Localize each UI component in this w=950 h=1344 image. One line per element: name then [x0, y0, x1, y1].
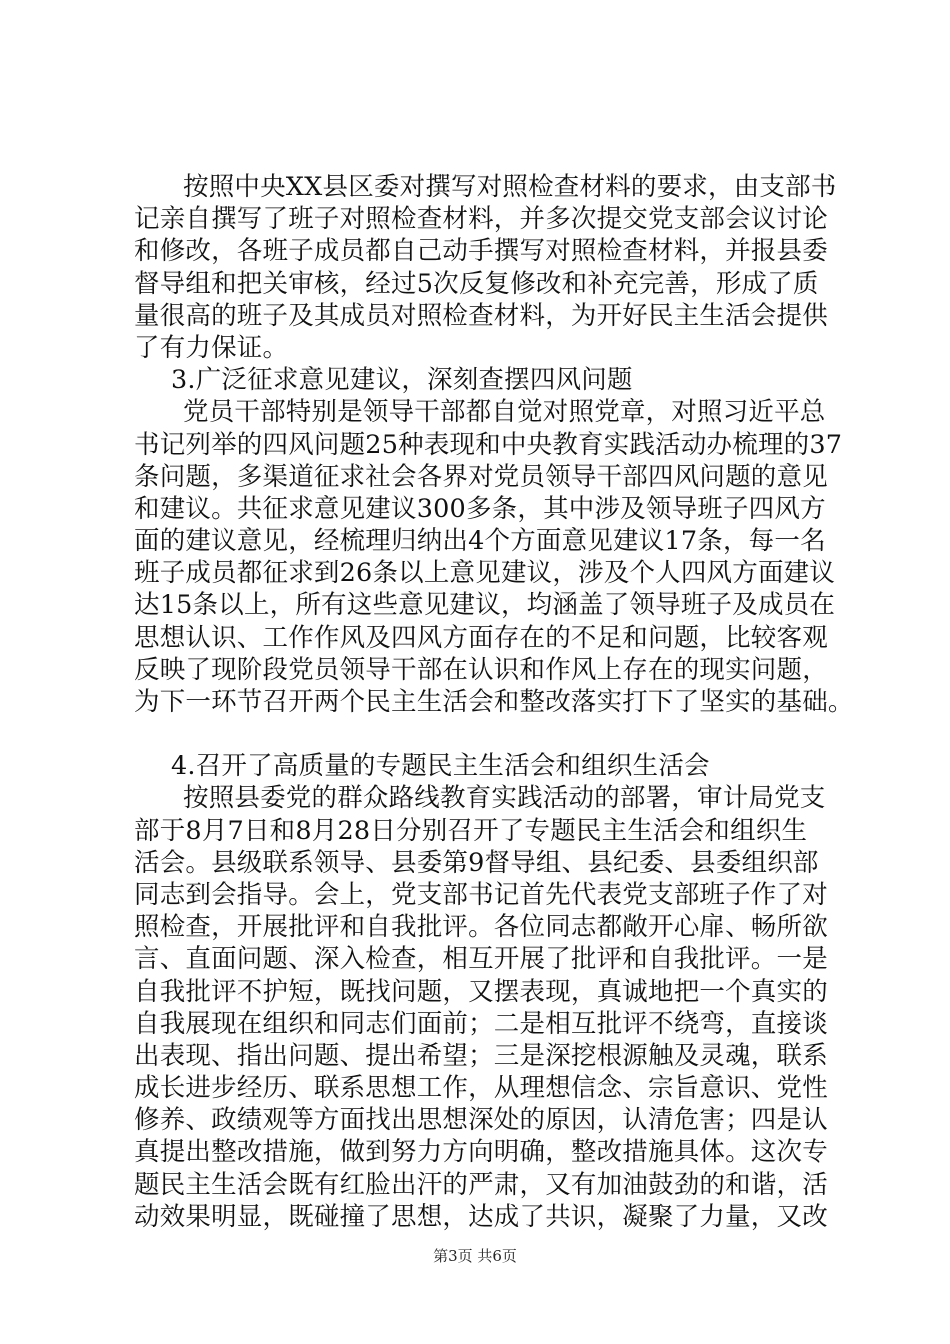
- text-line: 成长进步经历、联系思想工作，从理想信念、宗旨意识、党性: [134, 1073, 828, 1104]
- text-line: 和建议。共征求意见建议300多条，其中涉及领导班子四风方: [134, 493, 826, 524]
- text-line: 活会。县级联系领导、县委第9督导组、县纪委、县委组织部: [134, 847, 819, 878]
- section-heading-4: 4.召开了高质量的专题民主生活会和组织生活会: [171, 751, 710, 782]
- text-line: 班子成员都征求到26条以上意见建议，涉及个人四风方面建议: [134, 558, 836, 589]
- text-line: 同志到会指导。会上，党支部书记首先代表党支部班子作了对: [134, 879, 828, 910]
- text-line: 修养、政绩观等方面找出思想深处的原因，认清危害；四是认: [134, 1105, 828, 1136]
- document-body: [134, 171, 854, 1233]
- text-line: 反映了现阶段党员领导干部在认识和作风上存在的现实问题，: [134, 654, 828, 685]
- text-line: 条问题，多渠道征求社会各界对党员领导干部四风问题的意见: [134, 461, 828, 492]
- text-line: 书记列举的四风问题25种表现和中央教育实践活动办梳理的37: [134, 429, 843, 460]
- text-line: 面的建议意见，经梳理归纳出4个方面意见建议17条，每一名: [134, 526, 826, 557]
- text-line: 真提出整改措施，做到努力方向明确，整改措施具体。这次专: [134, 1137, 828, 1168]
- text-line: 思想认识、工作作风及四风方面存在的不足和问题，比较客观: [134, 622, 828, 653]
- paragraph-checklist-materials: [134, 171, 837, 364]
- paragraph-life-meeting: [134, 782, 834, 1233]
- text-line: 为下一环节召开两个民主生活会和整改落实打下了坚实的基础。: [134, 687, 854, 717]
- section-heading-3: 3.广泛征求意见建议，深刻查摆四风问题: [171, 365, 633, 396]
- text-line: 记亲自撰写了班子对照检查材料，并多次提交党支部会议讨论: [134, 204, 828, 235]
- paragraph-solicit-opinions: [134, 396, 854, 718]
- text-line: 出表现、指出问题、提出希望；三是深挖根源触及灵魂，联系: [134, 1040, 828, 1071]
- text-line: 和修改，各班子成员都自己动手撰写对照检查材料，并报县委: [134, 236, 828, 267]
- text-line: 自我批评不护短，既找问题，又摆表现，真诚地把一个真实的: [134, 976, 828, 1007]
- text-line: 达15条以上，所有这些意见建议，均涵盖了领导班子及成员在: [134, 590, 836, 621]
- text-line: 动效果明显，既碰撞了思想，达成了共识，凝聚了力量，又改: [134, 1201, 828, 1232]
- text-line: 量很高的班子及其成员对照检查材料，为开好民主生活会提供: [134, 300, 828, 331]
- text-line: 照检查，开展批评和自我批评。各位同志都敞开心扉、畅所欲: [134, 912, 828, 943]
- page-footer: 第3页 共6页: [433, 1247, 517, 1265]
- text-line: 言、直面问题、深入检查，相互开展了批评和自我批评。一是: [134, 944, 828, 975]
- text-line: 部于8月7日和8月28日分别召开了专题民主生活会和组织生: [134, 815, 808, 846]
- text-line: 自我展现在组织和同志们面前；二是相互批评不绕弯，直接谈: [134, 1008, 828, 1039]
- text-line: 督导组和把关审核，经过5次反复修改和补充完善，形成了质: [134, 268, 819, 299]
- blank-line: [134, 718, 834, 750]
- text-line: 按照中央XX县区委对撰写对照检查材料的要求，由支部书: [183, 172, 837, 202]
- text-line: 按照县委党的群众路线教育实践活动的部署，审计局党支: [183, 783, 826, 814]
- text-line: 党员干部特别是领导干部都自觉对照党章，对照习近平总: [183, 397, 826, 428]
- text-line: 题民主生活会既有红脸出汗的严肃，又有加油鼓劲的和谐，活: [134, 1169, 828, 1200]
- text-line: 了有力保证。: [134, 332, 289, 363]
